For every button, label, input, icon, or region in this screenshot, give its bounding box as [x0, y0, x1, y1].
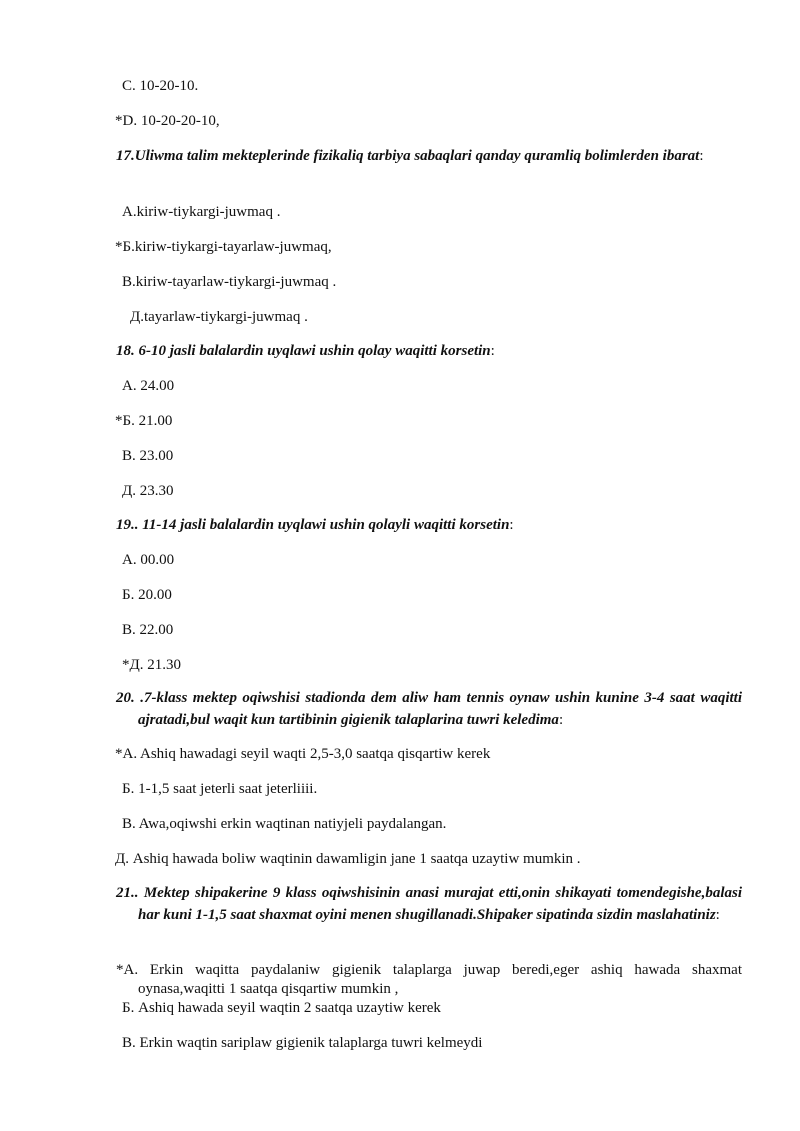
question-20-option-a: *A. Ashiq hawadagi seyil waqti 2,5-3,0 saatqa qisqartiw kerek: [115, 746, 491, 762]
question-20-option-c: B. Awa,oqiwshi erkin waqtinan natiyjeli paydalangan.: [122, 816, 447, 832]
answer-c-previous: C. 10-20-10.: [122, 78, 199, 94]
question-18-colon: :: [490, 343, 495, 359]
question-18-text: 18. 6-10 jasli balalardin uyqlawi ushin qolay waqitti korsetin: [116, 343, 491, 359]
question-18-option-c: B. 23.00: [122, 448, 174, 464]
question-19-option-d: *Д. 21.30: [122, 657, 181, 673]
question-20-option-b: Б. 1-1,5 saat jeterli saat jeterliiii.: [122, 781, 318, 797]
question-18-option-b: *Б. 21.00: [115, 413, 173, 429]
question-17-option-c: B.kiriw-tayarlaw-tiykargi-juwmaq .: [122, 274, 337, 290]
question-20-text: 20. .7-klass mektep oqiwshisi stadionda dem aliw ham tennis oynaw ushin kunine 3-4 saat waqitti ajratadi,bul waqit kun tartibinin gigienik talaplarina tuwri keledima: [116, 690, 742, 728]
question-17-option-d: Д.tayarlaw-tiykargi-juwmaq .: [130, 309, 308, 325]
question-17: [116, 145, 742, 167]
question-17-colon: :: [699, 148, 704, 164]
question-19-option-b: Б. 20.00: [122, 587, 172, 603]
question-21-option-c: B. Erkin waqtin sariplaw gigienik talaplarga tuwri kelmeydi: [122, 1035, 483, 1051]
question-19-option-a: A. 00.00: [122, 552, 175, 568]
question-17-option-a: A.kiriw-tiykargi-juwmaq .: [122, 204, 281, 220]
question-21-option-b: Б. Ashiq hawada seyil waqtin 2 saatqa uzaytiw kerek: [122, 1000, 441, 1016]
question-21-option-a: *A. Erkin waqitta paydalaniw gigienik talaplarga juwap beredi,eger ashiq hawada shaxmat oynasa,waqitti 1 saatqa qisqartiw mumkin ,: [116, 962, 742, 997]
question-18-option-a: A. 24.00: [122, 378, 175, 394]
question-19-colon: :: [509, 517, 514, 533]
question-19: [116, 514, 742, 536]
question-20-option-d: Д. Ashiq hawada boliw waqtinin dawamligin jane 1 saatqa uzaytiw mumkin .: [115, 851, 581, 867]
question-18: [116, 340, 742, 362]
question-19-option-c: B. 22.00: [122, 622, 174, 638]
question-21-text: 21.. Mektep shipakerine 9 klass oqiwshisinin anasi murajat etti,onin shikayati tomendegishe,balasi har kuni 1-1,5 saat shaxmat oyini menen shugillanadi.Shipaker sipatinda sizdin maslahatiniz: [116, 885, 742, 923]
question-19-text: 19.. 11-14 jasli balalardin uyqlawi ushin qolayli waqitti korsetin: [116, 517, 510, 533]
question-20-colon: :: [558, 712, 564, 728]
question-20: [116, 687, 742, 731]
question-17-text: 17.Uliwma talim mekteplerinde fizikaliq tarbiya sabaqlari qanday quramliq bolimlerden ibarat: [116, 148, 700, 164]
question-17-option-b: *Б.kiriw-tiykargi-tayarlaw-juwmaq,: [115, 239, 332, 255]
question-18-option-d: Д. 23.30: [122, 483, 174, 499]
answer-d-previous: *D. 10-20-20-10,: [115, 113, 220, 129]
question-21: [116, 882, 742, 926]
question-21-colon: :: [715, 907, 720, 923]
